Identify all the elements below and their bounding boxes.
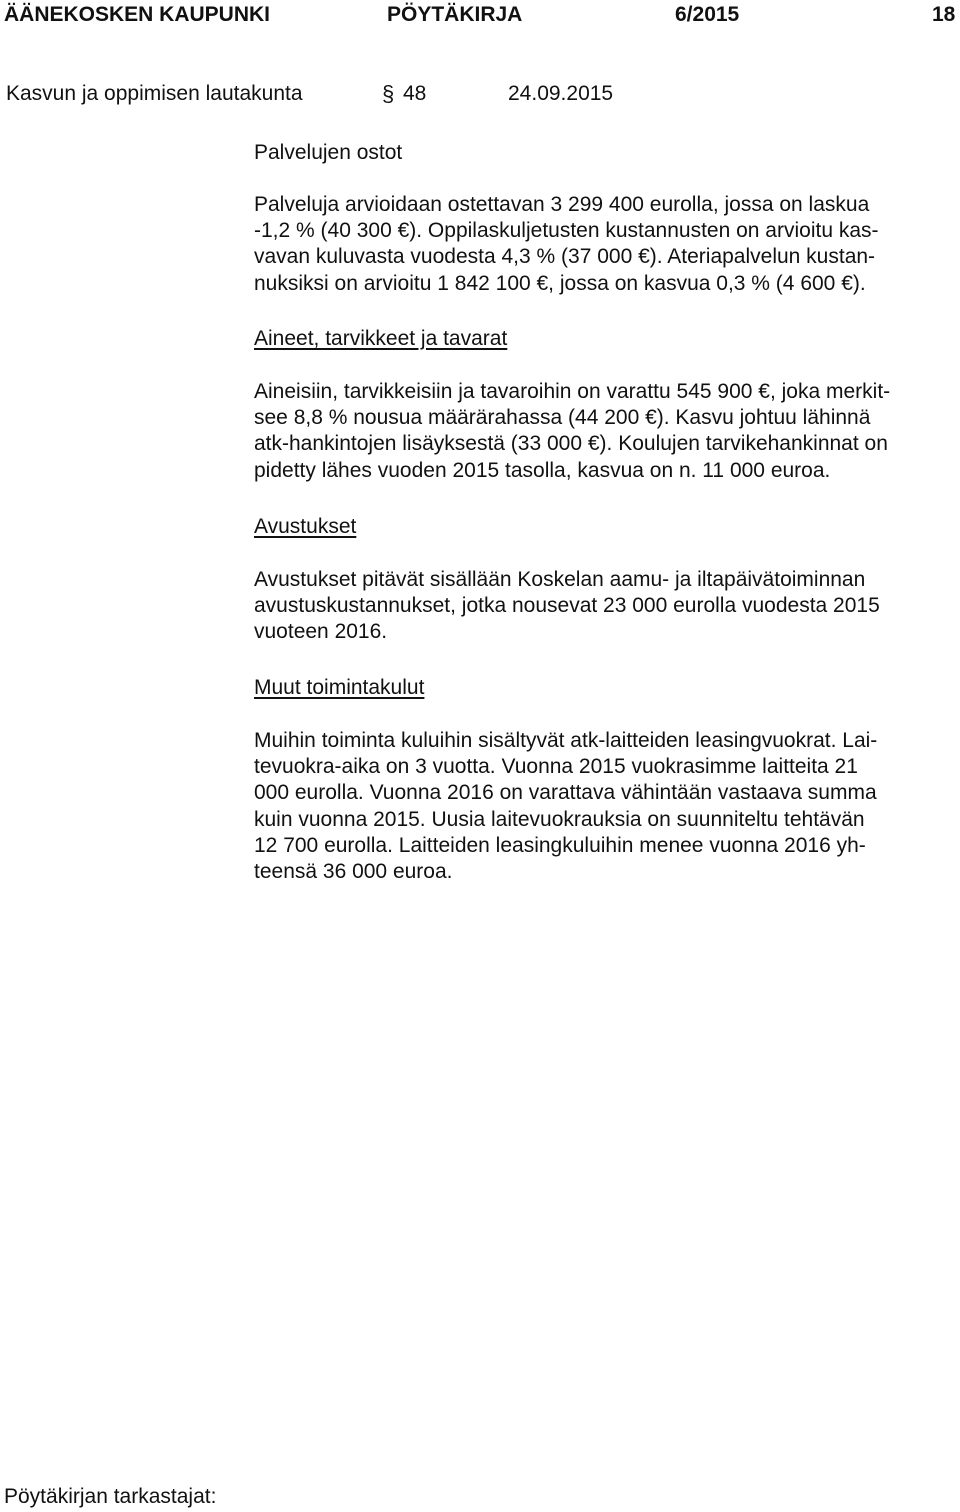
page-number: 18: [932, 3, 956, 26]
section-paragraph-aineet: [254, 379, 890, 484]
section-heading-aineet: Aineet, tarvikkeet ja tavarat: [254, 327, 508, 350]
paragraph-line: nuksiksi on arvioitu 1 842 100 €, jossa on kasvua 0,3 % (4 600 €).: [254, 271, 866, 295]
paragraph-line: Aineisiin, tarvikkeisiin ja tavaroihin on varattu 545 900 €, joka merkit-: [254, 380, 891, 403]
paragraph-line: teensä 36 000 euroa.: [254, 860, 453, 884]
reviewers-label: Pöytäkirjan tarkastajat:: [4, 1485, 217, 1508]
section-heading-muut-toimintakulut: Muut toimintakulut: [254, 676, 425, 699]
organization-name: ÄÄNEKOSKEN KAUPUNKI: [4, 3, 271, 26]
paragraph-line: 12 700 eurolla. Laitteiden leasingkuluihin menee vuonna 2016 yh-: [254, 833, 866, 857]
section-symbol-icon: §: [382, 81, 395, 106]
paragraph-line: vavan kuluvasta vuodesta 4,3 % (37 000 €). Ateriapalvelun kustan-: [254, 245, 876, 269]
board-name: Kasvun ja oppimisen lautakunta: [6, 82, 303, 105]
section-heading-palvelujen-ostot: Palvelujen ostot: [254, 141, 403, 164]
paragraph-line: Muihin toiminta kuluihin sisältyvät atk-laitteiden leasingvuokrat. Lai-: [254, 729, 878, 752]
paragraph-line: 000 eurolla. Vuonna 2016 on varattava vähintään vastaava summa: [254, 781, 877, 805]
section-number: 48: [403, 82, 427, 105]
section-heading-avustukset: Avustukset: [254, 515, 357, 538]
paragraph-line: atk-hankintojen lisäyksestä (33 000 €). Koulujen tarvikehankinnat on: [254, 432, 888, 456]
paragraph-line: avustuskustannukset, jotka nousevat 23 000 eurolla vuodesta 2015: [254, 594, 880, 618]
document-type: PÖYTÄKIRJA: [387, 3, 523, 26]
section-paragraph-avustukset: [254, 567, 880, 646]
paragraph-line: kuin vuonna 2015. Uusia laitevuokrauksia on suunniteltu tehtävän: [254, 807, 865, 831]
paragraph-line: -1,2 % (40 300 €). Oppilaskuljetusten kustannusten on arvioitu kas-: [254, 219, 879, 243]
paragraph-line: tevuokra-aika on 3 vuotta. Vuonna 2015 vuokrasimme laitteita 21: [254, 755, 858, 779]
paragraph-line: pidetty lähes vuoden 2015 tasolla, kasvua on n. 11 000 euroa.: [254, 458, 831, 482]
paragraph-line: see 8,8 % nousua määrärahassa (44 200 €). Kasvu johtuu lähinnä: [254, 406, 871, 430]
meeting-date: 24.09.2015: [508, 82, 614, 105]
section-paragraph-palvelujen-ostot: [254, 192, 879, 297]
paragraph-line: Avustukset pitävät sisällään Koskelan aamu- ja iltapäivätoiminnan: [254, 568, 866, 591]
paragraph-line: vuoteen 2016.: [254, 620, 388, 644]
section-paragraph-muut-toimintakulut: [254, 728, 877, 885]
paragraph-line: Palveluja arvioidaan ostettavan 3 299 400 eurolla, jossa on laskua: [254, 193, 870, 216]
issue-number: 6/2015: [675, 3, 740, 26]
